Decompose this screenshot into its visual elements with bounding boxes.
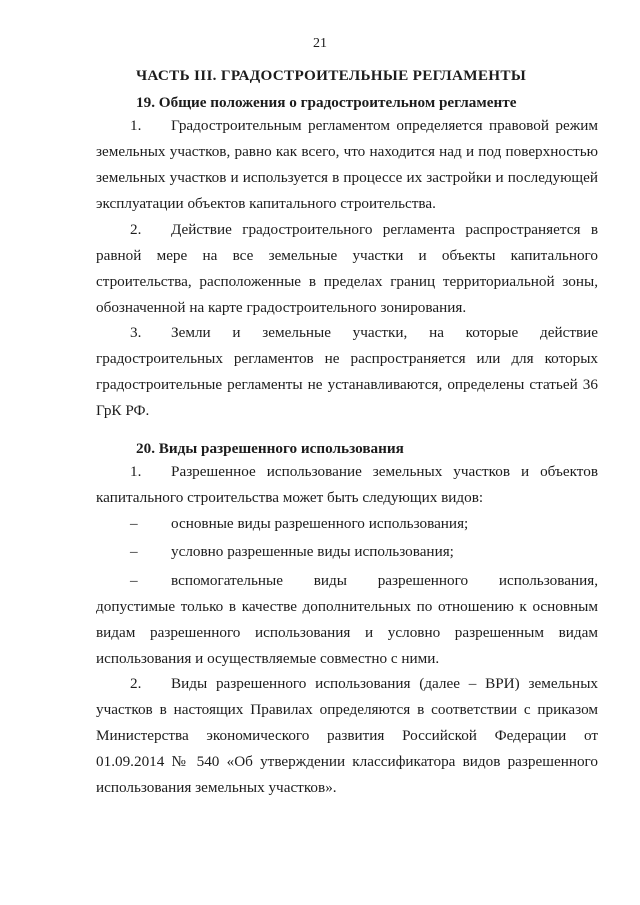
paragraph-text: Земли и земельные участки, на которые действие градостроительных регламентов не распространяется или для которых градостроительные регламенты не устанавливаются, определены статьей 36 ГрК РФ.	[96, 324, 598, 419]
paragraph-number: 1.	[130, 117, 142, 134]
paragraph-text: Виды разрешенного использования (далее – ВРИ) земельных участков в настоящих Правилах определяются в соответствии с приказом Министерства экономического развития Российской Федерации от 01.09.2014 № 540 «Об утверждении классификатора видов разрешенного использования земельных участков».	[96, 675, 598, 796]
section-20-title: 20. Виды разрешенного использования	[136, 440, 404, 457]
paragraph-number: 2.	[130, 675, 142, 692]
section-19-paragraph-1	[96, 113, 598, 217]
list-item	[96, 511, 598, 537]
section-20-paragraph-2	[96, 671, 598, 801]
section-19-paragraph-2	[96, 217, 598, 321]
list-item	[96, 539, 598, 565]
page-number: 21	[313, 36, 327, 51]
list-item-text: основные виды разрешенного использования;	[171, 515, 469, 532]
list-item	[96, 568, 598, 672]
dash-marker: –	[130, 515, 138, 532]
dash-marker: –	[130, 543, 138, 560]
section-20-paragraph-1	[96, 459, 598, 511]
paragraph-number: 3.	[130, 324, 142, 341]
paragraph-text: Разрешенное использование земельных участков и объектов капитального строительства может быть следующих видов:	[96, 463, 598, 506]
paragraph-text: Действие градостроительного регламента распространяется в равной мере на все земельные участки и объекты капитального строительства, расположенные в пределах границ территориальной зоны, обозначенной на карте градостроительного зонирования.	[96, 221, 598, 316]
paragraph-text: Градостроительным регламентом определяется правовой режим земельных участков, равно как всего, что находится над и под поверхностью земельных участков и используется в процессе их застройки и последующей эксплуатации объектов капитального строительства.	[96, 117, 598, 212]
paragraph-number: 1.	[130, 463, 142, 480]
section-19-paragraph-3	[96, 320, 598, 424]
paragraph-number: 2.	[130, 221, 142, 238]
section-19-title: 19. Общие положения о градостроительном регламенте	[136, 94, 517, 111]
dash-marker: –	[130, 572, 138, 589]
list-item-text: вспомогательные виды разрешенного использования, допустимые только в качестве дополнительных по отношению к основным видам разрешенного использования и условно разрешенным видам использования и осуществляемые совместно с ними.	[96, 572, 598, 667]
part-title: ЧАСТЬ III. ГРАДОСТРОИТЕЛЬНЫЕ РЕГЛАМЕНТЫ	[135, 67, 527, 84]
list-item-text: условно разрешенные виды использования;	[171, 543, 454, 560]
